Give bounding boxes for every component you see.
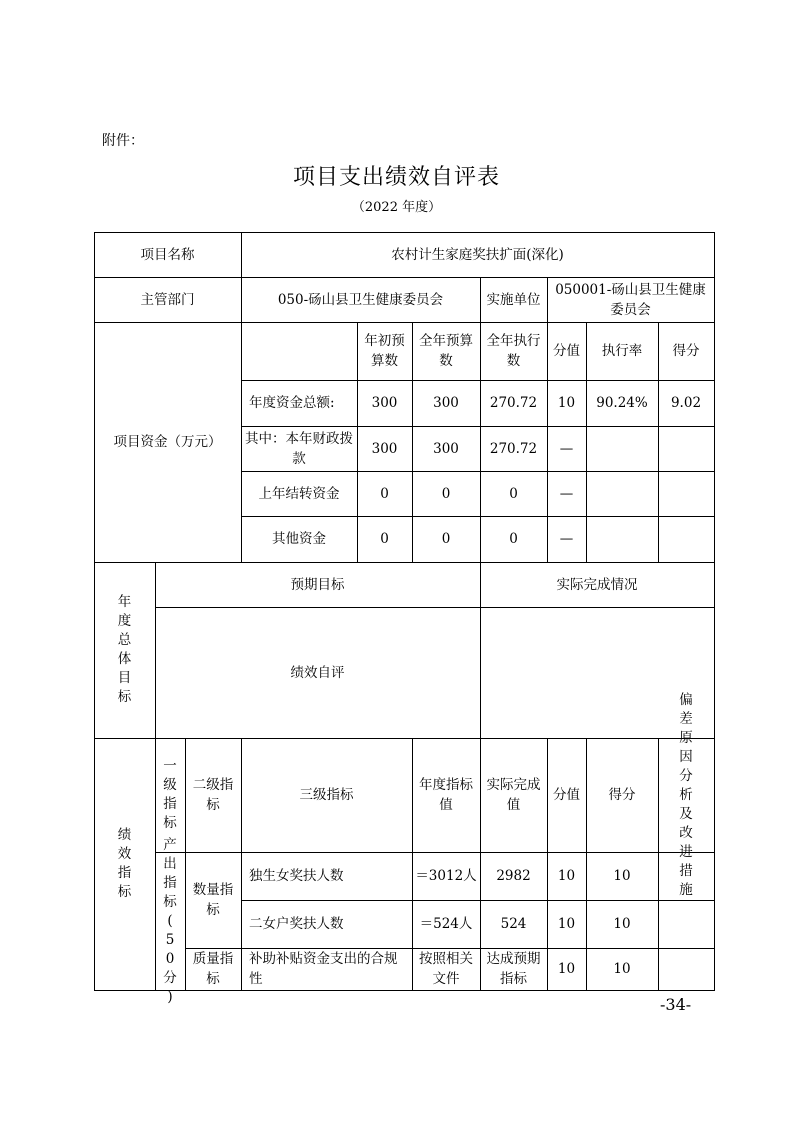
funds-cell: 0 <box>441 485 451 502</box>
funds-cell: 0 <box>509 485 518 502</box>
indicator-target: ＝3012人 <box>415 868 477 884</box>
funds-row-label: 年度资金总额: <box>249 395 335 411</box>
indicator-level3: 二女户奖扶人数 <box>249 916 344 932</box>
funds-header: 全年执行数 <box>486 333 541 369</box>
indicator-actual: 2982 <box>496 868 531 884</box>
funds-cell <box>586 516 658 562</box>
indicator-level3: 补助补贴资金支出的合规性 <box>249 951 398 987</box>
unit-label: 实施单位 <box>486 291 541 308</box>
funds-cell: 10 <box>557 395 576 411</box>
funds-cell <box>586 426 658 471</box>
indicator-score: 10 <box>557 961 576 977</box>
attachment-label: 附件： <box>102 133 144 149</box>
indicator-header: 分值 <box>553 787 580 803</box>
funds-header: 得分 <box>672 343 700 359</box>
indicators-label: 绩 效 指 标 <box>117 827 132 900</box>
indicator-got: 10 <box>613 916 631 932</box>
funds-cell: 300 <box>371 395 398 411</box>
funds-row-label: 其他资金 <box>272 531 326 547</box>
actual-completion-header: 实际完成情况 <box>556 576 638 593</box>
funds-cell: — <box>559 440 574 457</box>
indicator-target: ＝524人 <box>419 916 473 932</box>
funds-cell: 0 <box>380 531 389 547</box>
indicator-header: 一 级 指 标 <box>163 758 177 831</box>
indicator-score: 10 <box>557 916 576 932</box>
page-number: -34- <box>660 995 692 1014</box>
indicator-header: 偏 差 原 因 分 析 及 改 进 措 施 <box>679 691 693 898</box>
expected-goal-header: 预期目标 <box>290 576 345 593</box>
funds-cell: 0 <box>380 485 389 502</box>
funds-cell: 300 <box>371 440 398 457</box>
indicator-reason <box>658 948 714 990</box>
level1-indicator: 产 出 指 标 ( 5 0 分 ) <box>163 836 177 1005</box>
funds-header: 年初预算数 <box>364 333 405 369</box>
indicator-header: 二级指标 <box>192 777 234 813</box>
indicator-target: 按照相关文件 <box>419 951 473 987</box>
self-evaluation: 绩效自评 <box>290 664 345 681</box>
funds-cell <box>658 516 714 562</box>
document-year: （2022 年度） <box>351 200 442 215</box>
funds-cell: 270.72 <box>489 395 538 411</box>
funds-cell: — <box>559 485 574 502</box>
document-title: 项目支出绩效自评表 <box>292 165 500 190</box>
table-rule <box>714 232 715 991</box>
indicator-header: 得分 <box>608 787 636 803</box>
indicator-header: 三级指标 <box>299 787 354 803</box>
level2-indicator: 质量指标 <box>192 951 234 987</box>
table-rule <box>94 990 715 991</box>
funds-header: 分值 <box>553 343 580 359</box>
indicator-level3: 独生女奖扶人数 <box>249 868 344 884</box>
funds-cell: — <box>559 531 574 547</box>
funds-cell <box>658 471 714 516</box>
funds-cell: 0 <box>509 531 518 547</box>
funds-row-label: 上年结转资金 <box>258 485 340 502</box>
funds-label: 项目资金（万元） <box>113 434 222 450</box>
indicator-actual: 524 <box>500 916 527 932</box>
funds-cell: 300 <box>433 440 459 457</box>
indicator-got: 10 <box>613 868 631 884</box>
funds-header: 全年预算数 <box>419 333 473 369</box>
project-name-label: 项目名称 <box>140 246 195 263</box>
funds-cell <box>586 471 658 516</box>
indicator-reason <box>658 900 714 948</box>
indicator-header: 实际完成值 <box>486 777 541 813</box>
funds-header: 执行率 <box>601 343 643 359</box>
funds-cell: 9.02 <box>670 395 702 411</box>
indicator-got: 10 <box>613 961 631 977</box>
funds-cell: 0 <box>441 531 451 547</box>
funds-cell <box>658 426 714 471</box>
dept-label: 主管部门 <box>140 291 195 308</box>
indicator-actual: 达成预期指标 <box>486 951 541 987</box>
indicator-score: 10 <box>557 868 576 884</box>
funds-cell: 90.24% <box>596 395 648 411</box>
funds-cell: 300 <box>433 395 459 411</box>
indicator-header: 年度指标值 <box>419 777 473 813</box>
funds-row-label: 其中：本年财政拨款 <box>245 430 353 467</box>
project-name-value: 农村计生家庭奖扶扩面(深化) <box>391 246 564 263</box>
dept-value: 050-砀山县卫生健康委员会 <box>277 291 444 308</box>
indicator-reason <box>658 852 714 900</box>
goals-label: 年 度 总 体 目 标 <box>117 594 132 705</box>
level2-indicator: 数量指标 <box>192 882 234 918</box>
funds-cell: 270.72 <box>489 440 538 457</box>
unit-value: 050001-砀山县卫生健康委员会 <box>555 281 706 318</box>
